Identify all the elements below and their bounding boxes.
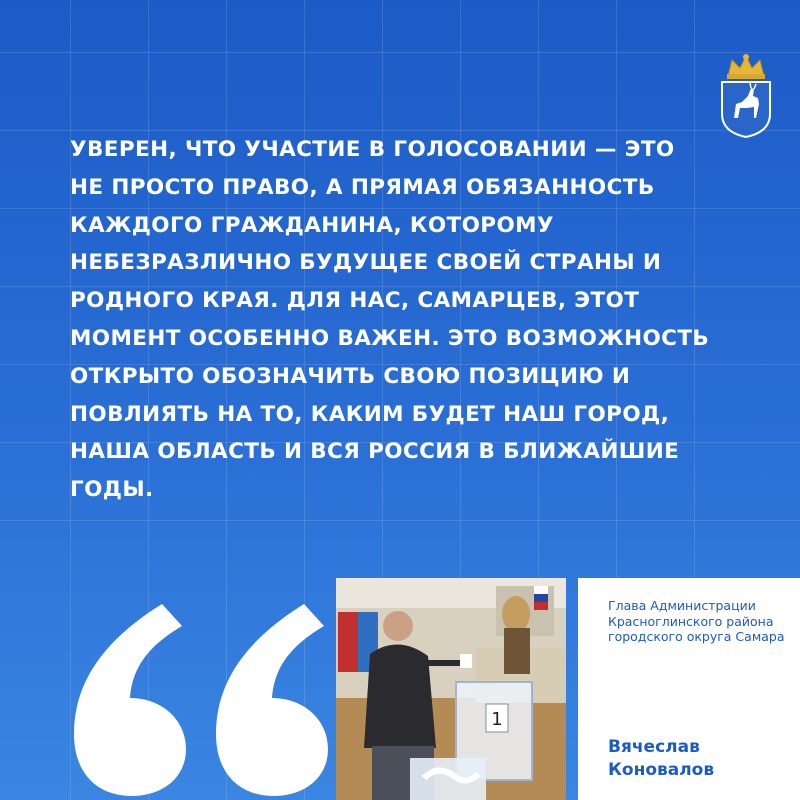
speaker-position: Глава Администрации Красноглинского района городского округа Самара — [608, 598, 785, 644]
samara-coat-of-arms-icon — [718, 52, 774, 138]
grid-line — [0, 520, 800, 521]
speaker-panel — [578, 578, 800, 800]
speaker-name: Вячеслав Коновалов — [608, 737, 715, 780]
grid-line — [0, 52, 800, 53]
voting-photo-illustration — [336, 578, 566, 800]
quote-text: УВЕРЕН, ЧТО УЧАСТИЕ В ГОЛОСОВАНИИ — ЭТО НЕ ПРОСТО ПРАВО, А ПРЯМАЯ ОБЯЗАННОСТЬ КАЖДОГО ГРАЖДАНИНА, КОТОРОМУ НЕБЕЗРАЗЛИЧНО БУДУЩЕЕ СВОЕЙ СТРАНЫ И РОДНОГО КРАЯ. ДЛЯ НАС, САМАРЦЕВ, ЭТОТ МОМЕНТ ОСОБЕННО ВАЖЕН. ЭТО ВОЗМОЖНОСТЬ ОТКРЫТО ОБОЗНАЧИТЬ СВОЮ ПОЗИЦИЮ И ПОВЛИЯТЬ НА ТО, КАКИМ БУДЕТ НАШ ГОРОД, НАША ОБЛАСТЬ И ВСЯ РОССИЯ В БЛИЖАЙШИЕ ГОДЫ. — [70, 137, 710, 503]
voting-photo — [336, 578, 566, 800]
ballot-box-number: 1 — [491, 709, 503, 730]
opening-quote-marks-icon — [70, 598, 330, 798]
